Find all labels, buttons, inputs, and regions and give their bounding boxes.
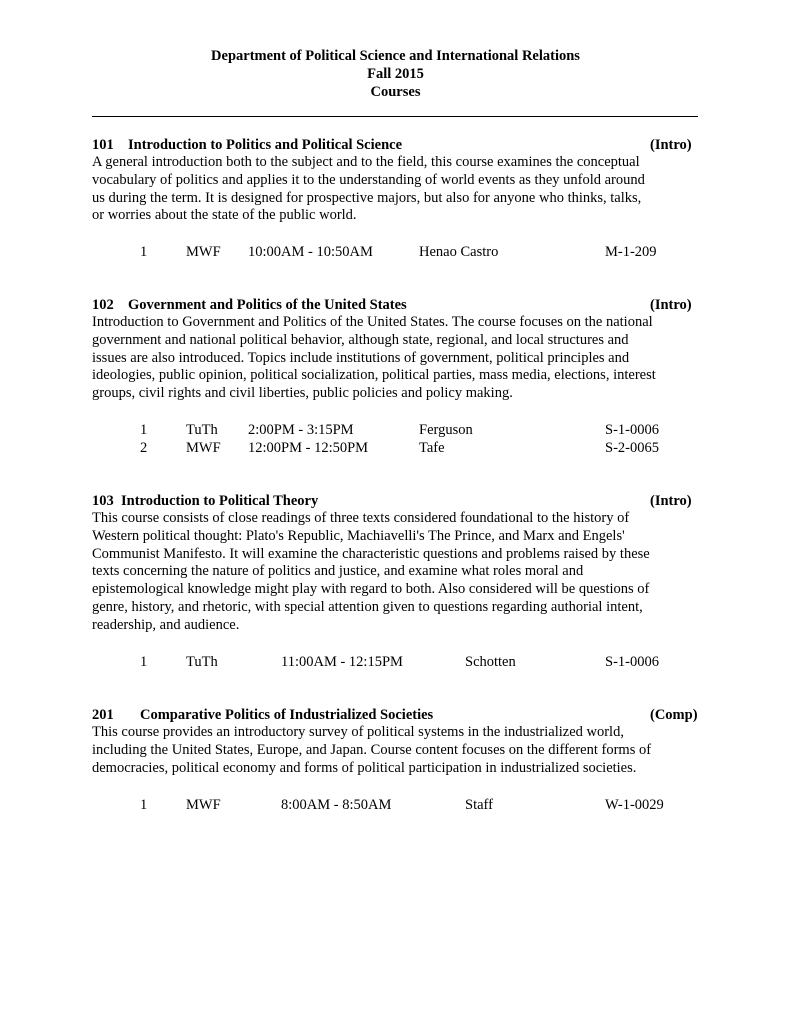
description-line: texts concerning the nature of politics and justice, and examine what roles moral and [92,563,584,580]
course-103 [92,492,704,635]
course-category: (Intro) [650,137,692,153]
section-time: 12:00PM - 12:50PM [248,440,369,456]
section-time: 10:00AM - 10:50AM [248,244,373,260]
course-102 [92,296,704,403]
section-time: 11:00AM - 12:15PM [281,654,403,670]
section-number: 2 [140,440,148,456]
course-title-row [92,136,704,154]
section-room: S-1-0006 [605,654,659,670]
section-days: MWF [186,440,221,456]
section-room: M-1-209 [605,244,657,260]
section-days: MWF [186,244,221,260]
description-line: or worries about the state of the public world. [92,207,357,224]
section-room: S-2-0065 [605,440,659,456]
section-time: 8:00AM - 8:50AM [281,797,392,813]
section-instructor: Schotten [465,654,516,670]
course-number: 102 [92,297,114,313]
section-days: TuTh [186,422,218,438]
section-instructor: Ferguson [419,422,473,438]
course-title: Introduction to Political Theory [121,493,319,509]
courses-heading: Courses [370,84,421,100]
course-title-row [92,296,704,314]
course-title: Introduction to Politics and Political Science [128,137,403,153]
description-line: genre, history, and rhetoric, with special attention given to questions regarding authorial intent, [92,598,643,615]
description-line: vocabulary of politics and applies it to the understanding of world events as they unfold around [92,171,645,188]
description-line: groups, civil rights and civil liberties, public policies and policy making. [92,385,513,402]
course-101 [92,136,704,225]
description-line: issues are also introduced. Topics include institutions of government, political principles and [92,349,630,366]
section-number: 1 [140,422,148,438]
course-title: Comparative Politics of Industrialized Societies [140,707,434,723]
description-line: This course consists of close readings of three texts considered foundational to the history of [92,510,630,526]
course-title-row [92,492,704,510]
department-title: Department of Political Science and International Relations [211,48,580,64]
description-line: government and national political behavior, although state, regional, and local structures and [92,331,629,348]
section-number: 1 [140,797,148,813]
course-description [92,510,704,635]
section-room: S-1-0006 [605,422,659,438]
description-line: including the United States, Europe, and Japan. Course content focuses on the different forms of [92,741,652,758]
course-description [92,724,704,777]
description-line: democracies, political economy and forms of political participation in industrialized societies. [92,759,637,776]
section-instructor: Tafe [419,440,445,456]
course-number: 101 [92,137,114,153]
course-category: (Comp) [650,707,698,723]
description-line: ideologies, public opinion, political socialization, political parties, mass media, elections, interest [92,367,656,384]
description-line: A general introduction both to the subject and to the field, this course examines the conceptual [92,154,640,170]
course-201 [92,706,704,777]
description-line: Communist Manifesto. It will examine the characteristic questions and problems raised by these [92,545,650,562]
course-number: 103 [92,493,114,509]
course-description [92,314,704,403]
section-instructor: Staff [465,797,493,813]
section-room: W-1-0029 [605,797,664,813]
header-divider [92,116,698,117]
course-description [92,154,704,225]
description-line: This course provides an introductory survey of political systems in the industrialized world, [92,724,624,740]
course-category: (Intro) [650,493,692,509]
term-title: Fall 2015 [367,66,424,82]
description-line: epistemological knowledge might play with regard to both. Also considered will be questions of [92,581,650,598]
section-days: MWF [186,797,221,813]
course-title-row [92,706,704,724]
course-number: 201 [92,707,114,723]
description-line: us during the term. It is designed for prospective majors, but also for anyone who thinks, talks, [92,189,642,206]
description-line: readership, and audience. [92,616,240,633]
section-number: 1 [140,244,148,260]
section-number: 1 [140,654,148,670]
description-line: Western political thought: Plato's Republic, Machiavelli's The Prince, and Marx and Engels' [92,527,625,544]
course-category: (Intro) [650,297,692,313]
section-days: TuTh [186,654,218,670]
section-instructor: Henao Castro [419,244,499,260]
section-time: 2:00PM - 3:15PM [248,422,354,438]
description-line: Introduction to Government and Politics of the United States. The course focuses on the national [92,314,653,330]
course-title: Government and Politics of the United States [128,297,407,313]
